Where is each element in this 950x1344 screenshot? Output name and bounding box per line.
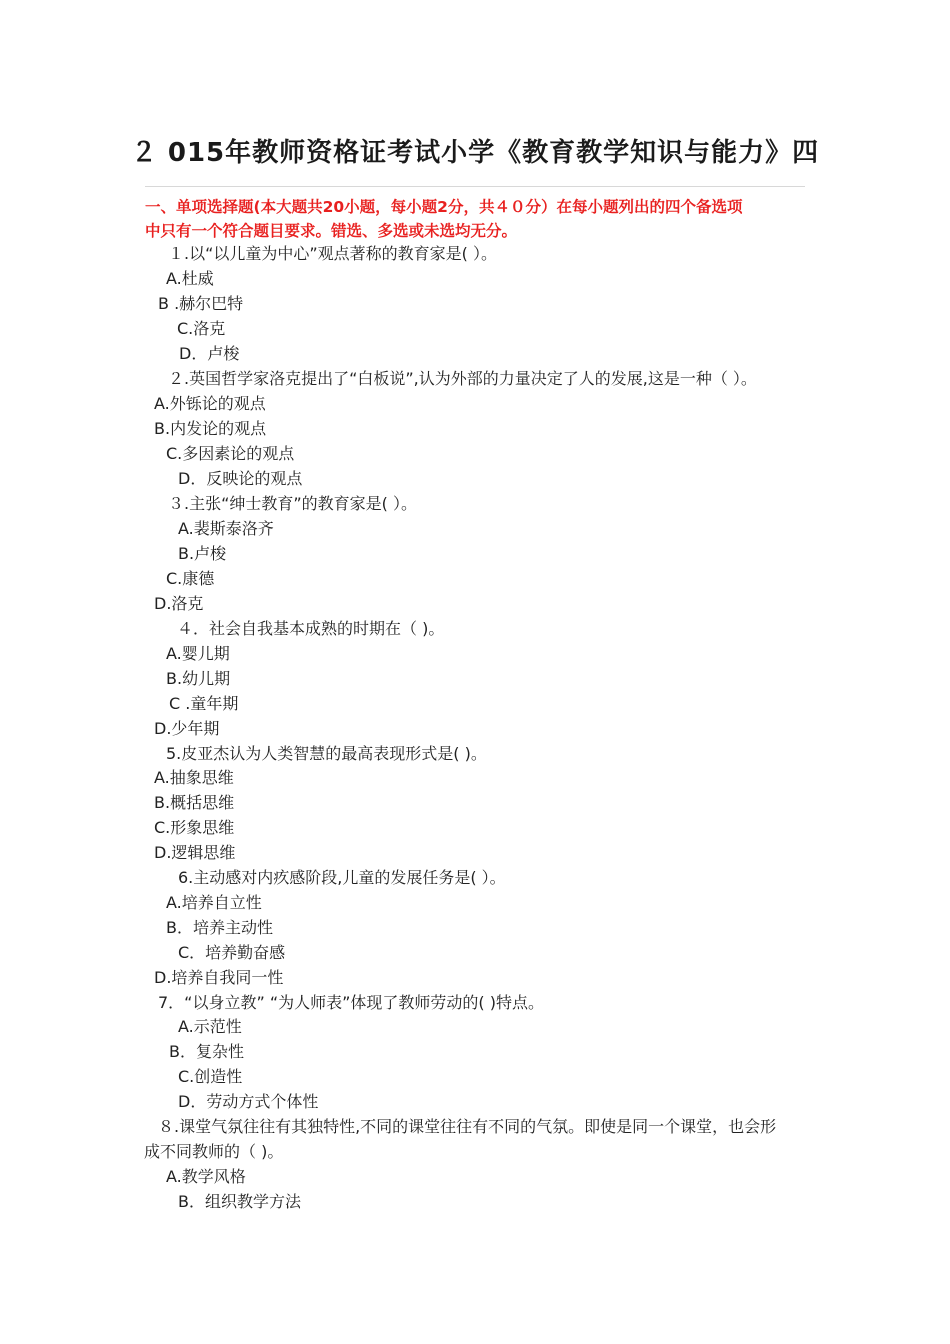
question-2: ２.英国哲学家洛克提出了“白板说”,认为外部的力量决定了人的发展,这是一种（ ）。 xyxy=(168,369,757,388)
option-3a: A.裴斯泰洛齐 xyxy=(178,519,274,538)
option-6a: A.培养自立性 xyxy=(166,893,262,912)
option-4a: A.婴儿期 xyxy=(166,644,230,663)
document-title: ２ 015年教师资格证考试小学《教育教学知识与能力》四 xyxy=(130,138,820,168)
question-1: １.以“以儿童为中心”观点著称的教育家是( ）。 xyxy=(168,244,497,263)
question-4: ４．社会自我基本成熟的时期在（ )。 xyxy=(177,619,445,638)
option-6c: C．培养勤奋感 xyxy=(178,943,286,962)
question-8: ８.课堂气氛往往有其独特性,不同的课堂往往有不同的气氛。即使是同一个课堂，也会形 xyxy=(158,1117,777,1136)
option-2d: D．反映论的观点 xyxy=(178,469,303,488)
option-6b: B．培养主动性 xyxy=(166,918,273,937)
option-7d: D．劳动方式个体性 xyxy=(178,1092,319,1111)
option-6d: D.培养自我同一性 xyxy=(154,968,284,987)
option-1d: D．卢梭 xyxy=(179,344,240,363)
question-7: 7．“以身立教” “为人师表”体现了教师劳动的( )特点。 xyxy=(158,993,544,1012)
option-5a: A.抽象思维 xyxy=(154,768,234,787)
option-8b: B．组织教学方法 xyxy=(178,1192,301,1211)
option-2c: C.多因素论的观点 xyxy=(166,444,295,463)
question-8-continued: 成不同教师的（ )。 xyxy=(144,1142,284,1161)
option-3c: C.康德 xyxy=(166,569,215,588)
option-1c: C.洛克 xyxy=(177,319,226,338)
option-2a: A.外铄论的观点 xyxy=(154,394,266,413)
option-3b: B.卢梭 xyxy=(178,544,227,563)
instruction-line-2: 中只有一个符合题目要求。错选、多选或未选均无分。 xyxy=(145,222,518,240)
option-5b: B.概括思维 xyxy=(154,793,235,812)
option-1a: A.杜威 xyxy=(166,269,214,288)
option-7b: B．复杂性 xyxy=(169,1042,244,1061)
instruction-line-1: 一、单项选择题(本大题共20小题，每小题2分，共４０分）在每小题列出的四个备选项 xyxy=(145,198,743,216)
option-7c: C.创造性 xyxy=(178,1067,243,1086)
option-5d: D.逻辑思维 xyxy=(154,843,236,862)
title-divider xyxy=(145,186,805,187)
option-4d: D.少年期 xyxy=(154,719,220,738)
question-6: 6.主动感对内疚感阶段,儿童的发展任务是( ）。 xyxy=(178,868,506,887)
option-3d: D.洛克 xyxy=(154,594,204,613)
question-3: ３.主张“绅士教育”的教育家是( ）。 xyxy=(168,494,417,513)
option-2b: B.内发论的观点 xyxy=(154,419,267,438)
option-4c: C .童年期 xyxy=(169,694,239,713)
option-5c: C.形象思维 xyxy=(154,818,235,837)
option-1b: B .赫尔巴特 xyxy=(158,294,244,313)
option-4b: B.幼儿期 xyxy=(166,669,231,688)
section-instruction xyxy=(145,195,810,243)
question-5: 5.皮亚杰认为人类智慧的最高表现形式是( )。 xyxy=(166,744,487,763)
option-7a: A.示范性 xyxy=(178,1017,242,1036)
option-8a: A.教学风格 xyxy=(166,1167,246,1186)
